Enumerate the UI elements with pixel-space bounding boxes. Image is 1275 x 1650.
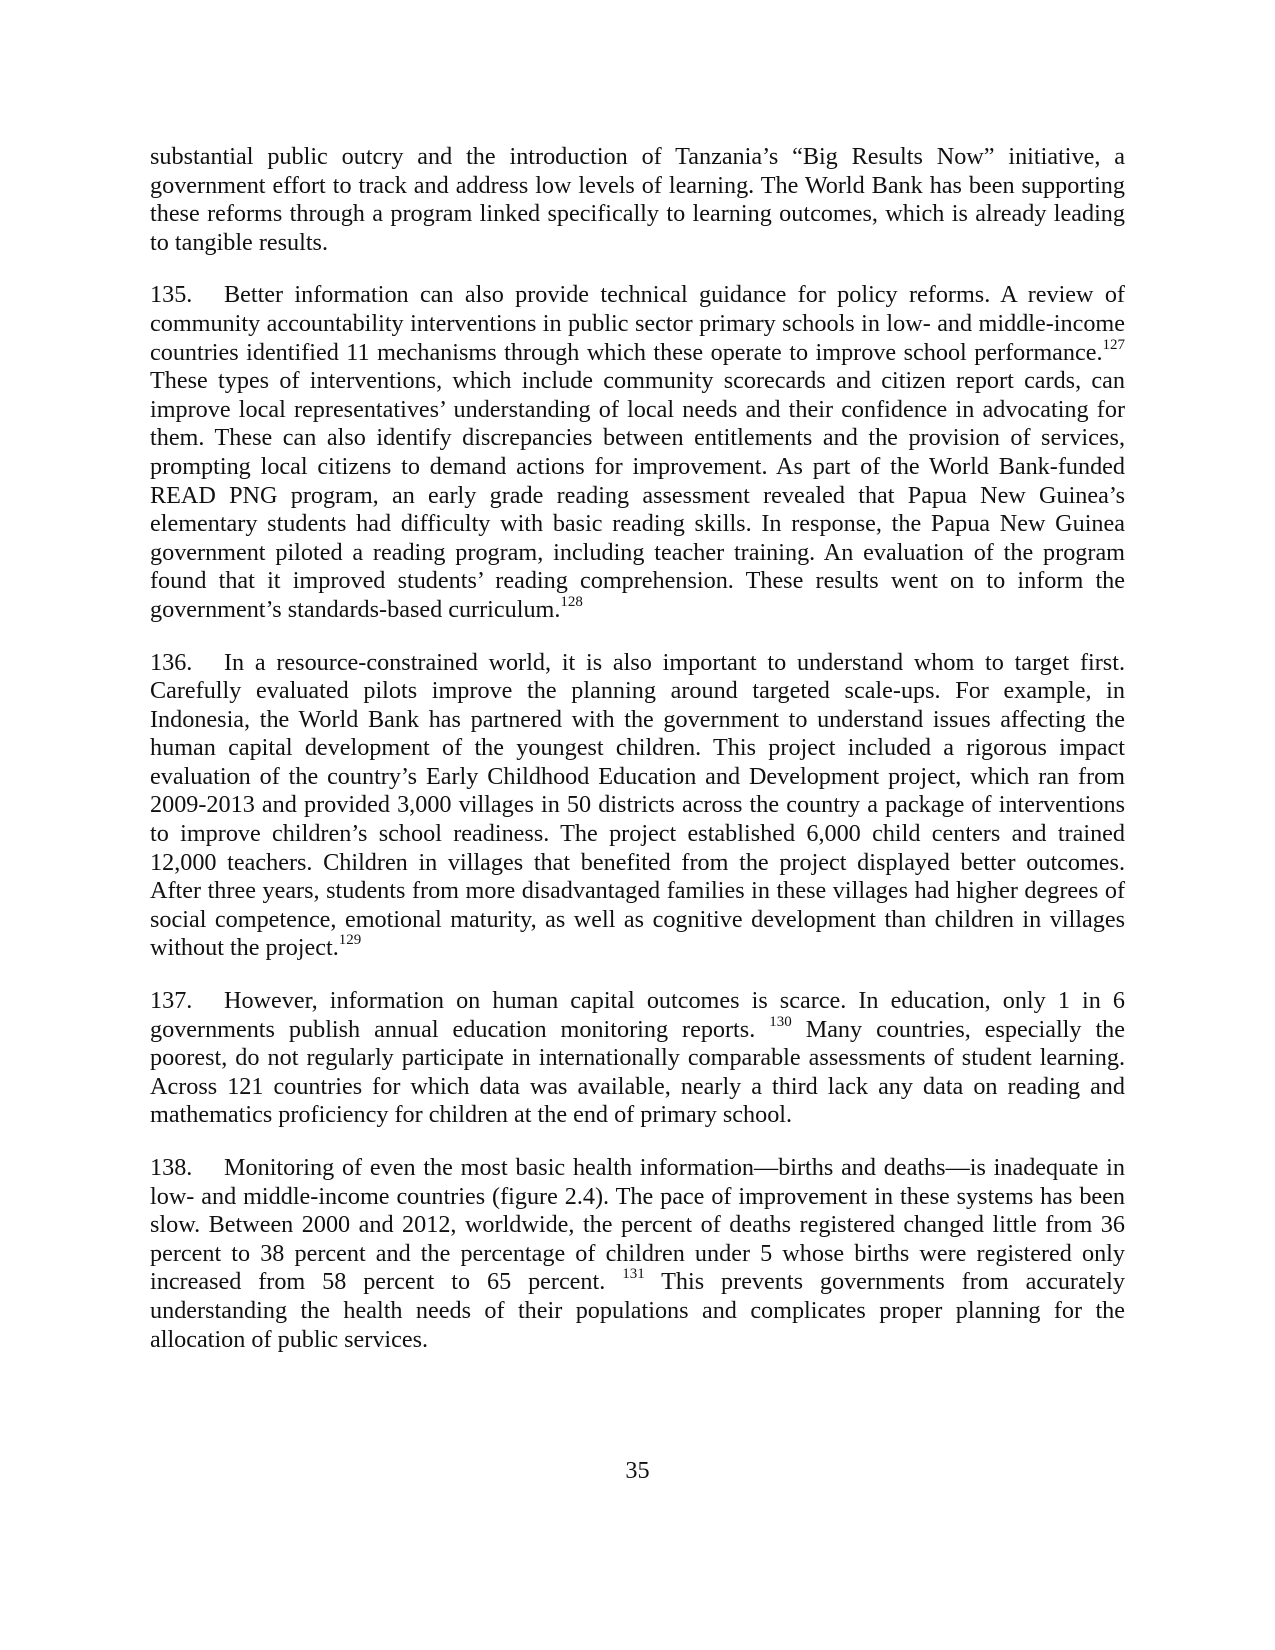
- document-body: [150, 143, 1125, 1378]
- footnote-ref-129[interactable]: 129: [338, 932, 362, 949]
- paragraph-137: [150, 987, 1125, 1130]
- footnote-ref-127[interactable]: 127: [1102, 336, 1125, 353]
- paragraph-text: In a resource-constrained world, it is also important to understand whom to target first. Carefully evaluated pilots improve the planning around targeted scale-ups. For example, in Indonesia, the World Bank has partnered with the government to understand issues affecting the human capital development of the youngest children. This project included a rigorous impact evaluation of the country’s Early Childhood Education and Development project, which ran from 2009-2013 and provided 3,000 villages in 50 districts across the country a package of interventions to improve children’s school readiness. The project established 6,000 child centers and trained 12,000 teachers. Children in villages that benefited from the project displayed better outcomes. After three years, students from more disadvantaged families in these villages had higher degrees of social competence, emotional maturity, as well as cognitive development than children in villages without the project.: [150, 648, 1125, 962]
- paragraph-text: However, information on human capital outcomes is scarce. In education, only 1 in 6 governments publish annual education monitoring reports.: [150, 987, 1125, 1043]
- footnote-ref-128[interactable]: 128: [560, 593, 583, 610]
- page-number: 35: [625, 1457, 650, 1484]
- paragraph-text: Better information can also provide technical guidance for policy reforms. A review of community accountability interventions in public sector primary schools in low- and middle-income countries identified 11 mechanisms through which these operate to improve school performance.: [150, 281, 1125, 366]
- paragraph-text: This prevents governments from accurately understanding the health needs of their populations and complicates proper planning for the allocation of public services.: [150, 1268, 1125, 1353]
- paragraph-continuation: [150, 143, 1125, 257]
- footnote-ref-130[interactable]: 130: [769, 1013, 792, 1030]
- paragraph-138: [150, 1154, 1125, 1354]
- paragraph-text: substantial public outcry and the introduction of Tanzania’s “Big Results Now” initiative, a government effort to track and address low levels of learning. The World Bank has been supporting these reforms through a program linked specifically to learning outcomes, which is already leading to tangible results.: [150, 143, 1125, 256]
- paragraph-number: 136.: [150, 648, 193, 676]
- paragraph-text: Monitoring of even the most basic health information—births and deaths—is inadequate in low- and middle-income countries (figure 2.4). The pace of improvement in these systems has been slow. Between 2000 and 2012, worldwide, the percent of deaths registered changed little from 36 percent to 38 percent and the percentage of children under 5 whose births were registered only increased from 58 percent to 65 percent.: [150, 1154, 1125, 1296]
- paragraph-text: These types of interventions, which include community scorecards and citizen report cards, can improve local representatives’ understanding of local needs and their confidence in advocating for them. These can also identify discrepancies between entitlements and the provision of services, prompting local citizens to demand actions for improvement. As part of the World Bank-funded READ PNG program, an early grade reading assessment revealed that Papua New Guinea’s elementary students had difficulty with basic reading skills. In response, the Papua New Guinea government piloted a reading program, including teacher training. An evaluation of the program found that it improved students’ reading comprehension. These results went on to inform the government’s standards-based curriculum.: [150, 367, 1125, 623]
- paragraph-135: [150, 281, 1125, 624]
- paragraph-text: Many countries, especially the poorest, do not regularly participate in internationally comparable assessments of student learning. Across 121 countries for which data was available, nearly a third lack any data on reading and mathematics proficiency for children at the end of primary school.: [150, 1015, 1126, 1129]
- paragraph-136: [150, 649, 1125, 964]
- paragraph-number: 135.: [150, 281, 193, 309]
- paragraph-number: 138.: [150, 1154, 193, 1181]
- paragraph-number: 137.: [150, 987, 193, 1015]
- footnote-ref-131[interactable]: 131: [622, 1266, 645, 1283]
